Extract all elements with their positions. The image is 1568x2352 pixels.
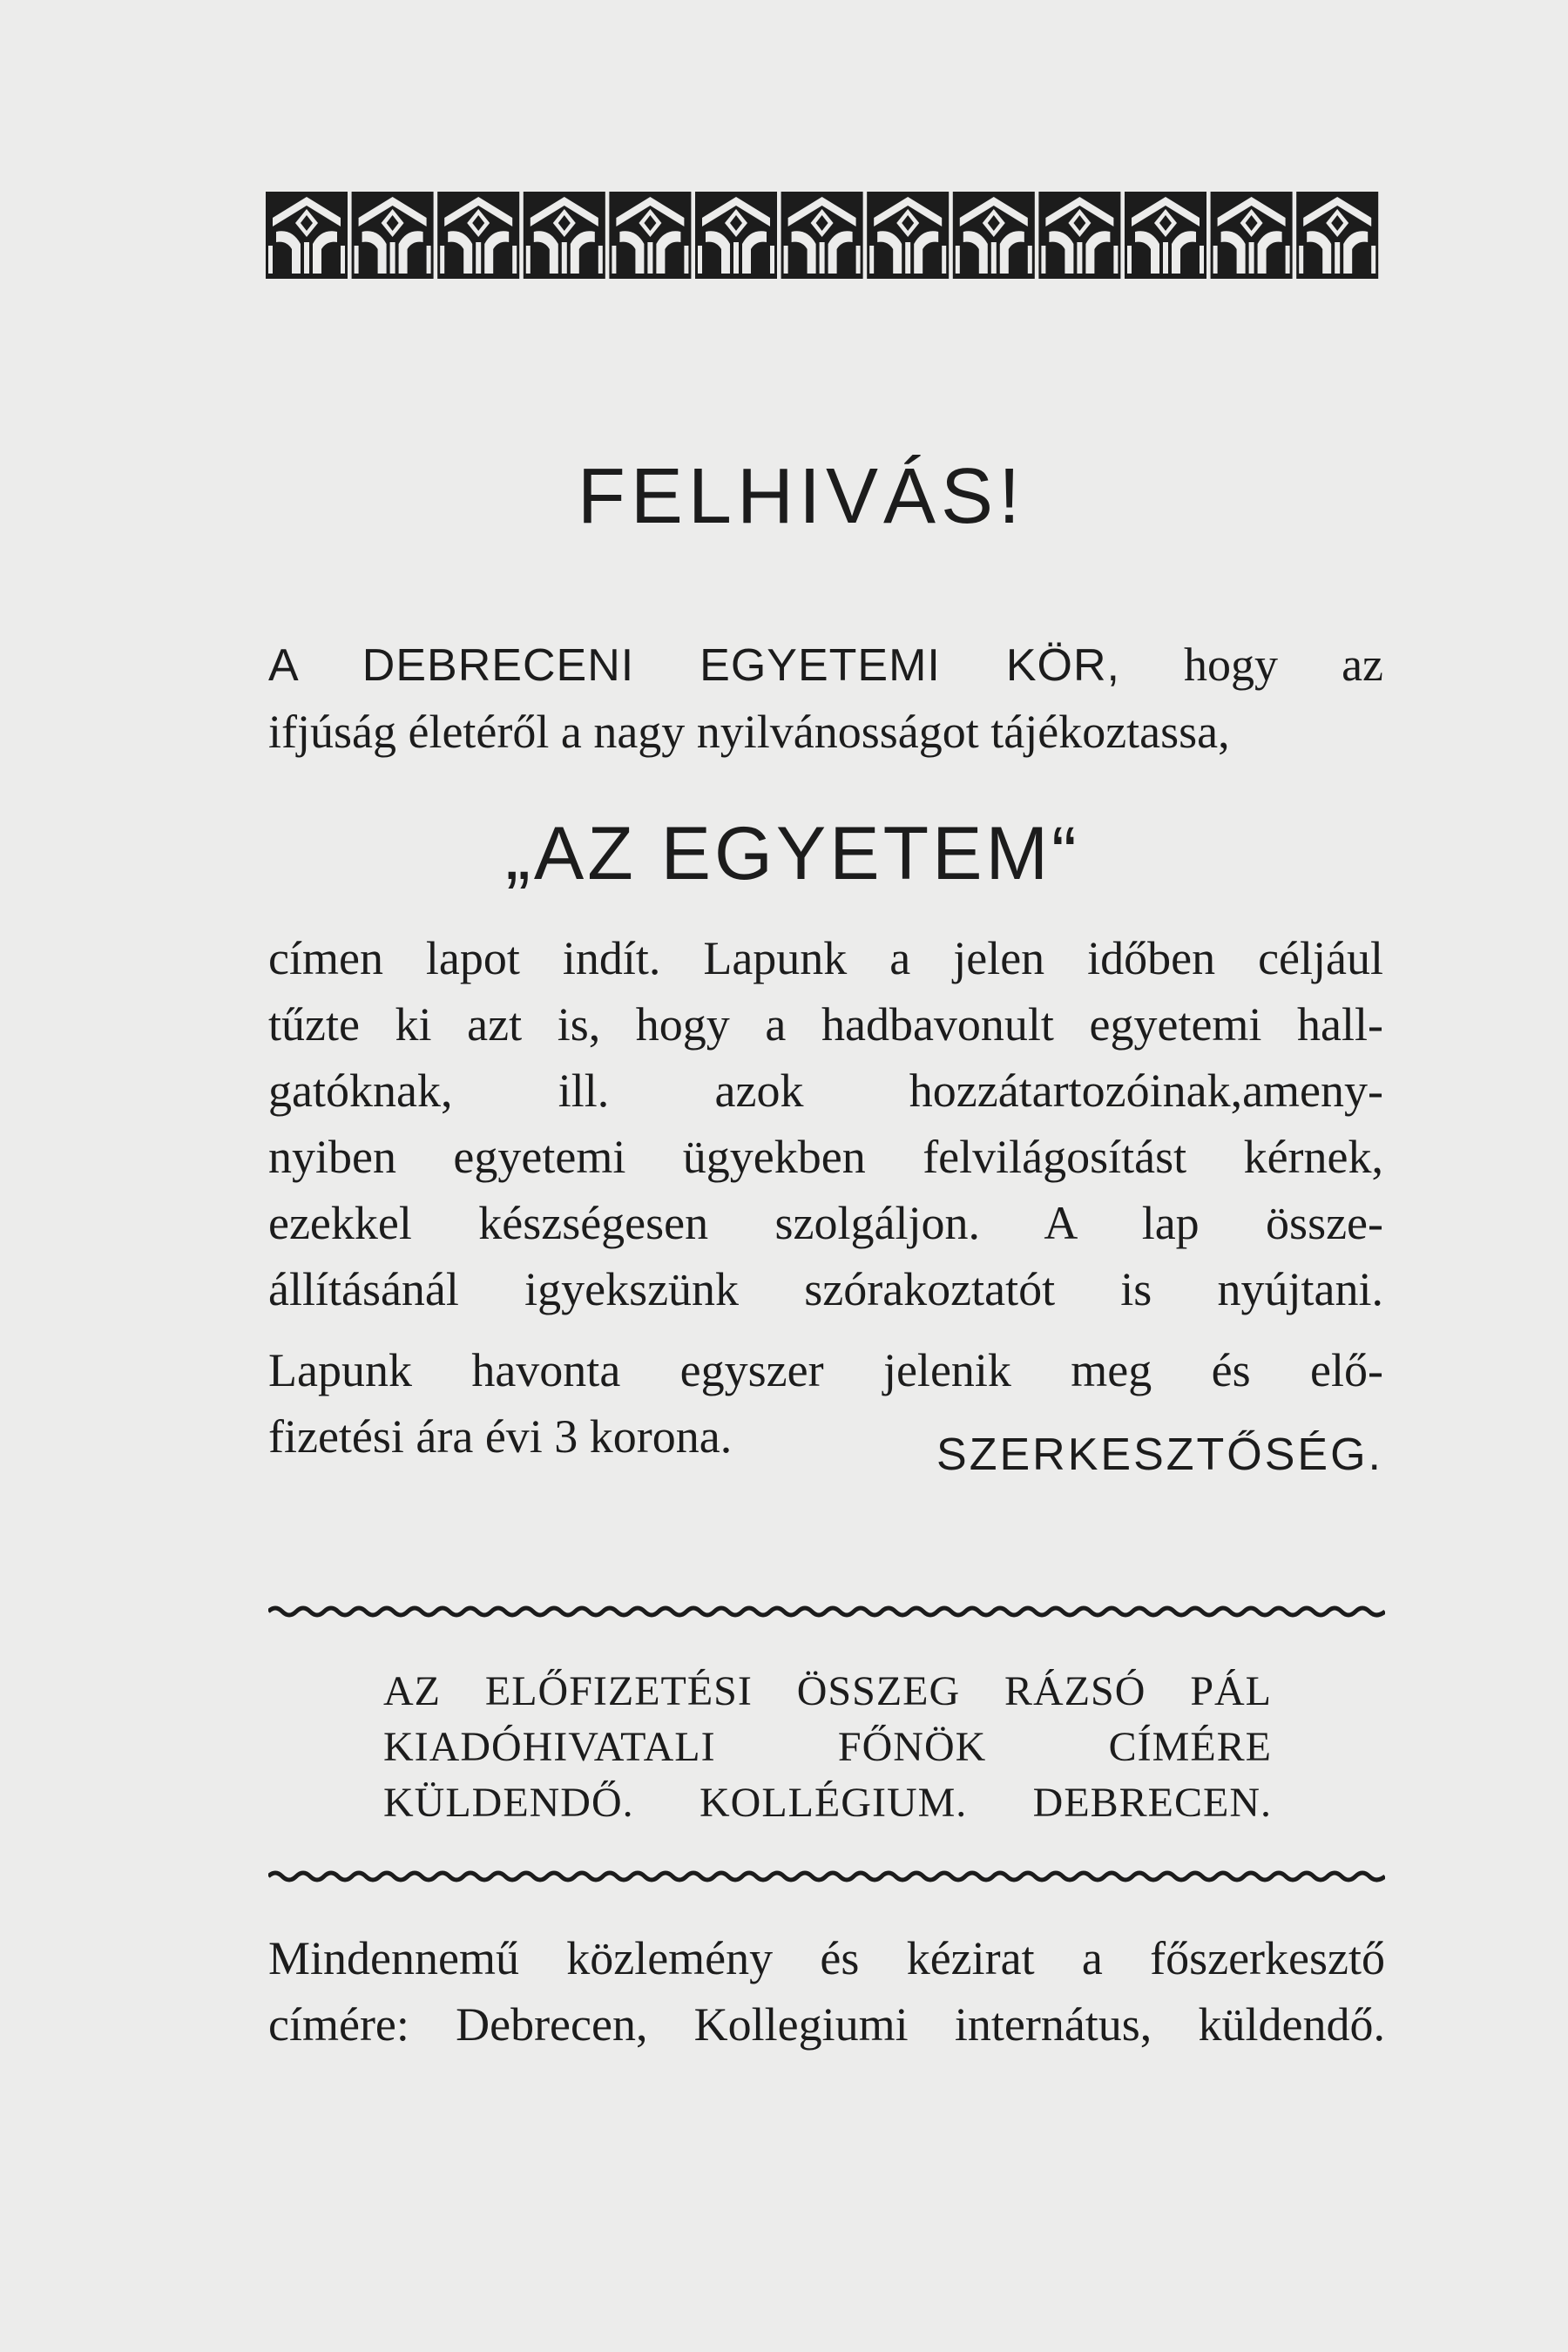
notice-line: KÜLDENDŐ. KOLLÉGIUM. DEBRECEN. [383,1780,1272,1826]
notice-line: AZ ELŐFIZETÉSI ÖSSZEG RÁZSÓ PÁL [383,1668,1272,1714]
editorial-signature: SZERKESZTŐSÉG. [936,1429,1383,1480]
subscription-line-2: fizetési ára évi 3 korona. [268,1410,733,1463]
newspaper-name: „AZ EGYETEM“ [505,812,1080,896]
intro-line-1-rest: hogy az [1120,639,1384,691]
wavy-divider-icon [268,1601,1385,1622]
subscription-notice [383,1664,1272,1831]
body-line: állításánál igyekszünk szórakoztatót is nyújtani. [268,1263,1383,1315]
society-name: A DEBRECENI EGYETEMI KÖR, [268,640,1120,691]
wavy-divider-icon [268,1866,1385,1887]
intro-paragraph [268,632,1383,765]
body-line: tűzte ki azt is, hogy a hadbavonult egyetemi hall- [268,998,1383,1051]
page-title: FELHIVÁS! [577,453,1026,540]
body-paragraph [268,925,1383,1322]
body-line: címen lapot indít. Lapunk a jelen időben céljául [268,932,1383,984]
body-line: nyiben egyetemi ügyekben felvilágosítást kérnek, [268,1131,1383,1183]
body-line: ezekkel készségesen szolgáljon. A lap össze- [268,1197,1383,1249]
intro-line-1 [268,632,1383,699]
intro-line-2: ifjúság életéről a nagy nyilvánosságot tájékoztassa, [268,706,1230,758]
footer-paragraph [268,1925,1385,2058]
footer-line-2: címére: Debrecen, Kollegiumi internátus, küldendő. [268,1998,1385,2051]
subscription-line-1: Lapunk havonta egyszer jelenik meg és elő- [268,1344,1383,1396]
art-nouveau-border-ornament-icon [266,192,1382,279]
footer-line-1: Mindennemű közlemény és kézirat a főszerkesztő [268,1932,1385,1984]
body-line: gatóknak, ill. azok hozzátartozóinak,ameny- [268,1064,1383,1117]
notice-line: KIADÓHIVATALI FŐNÖK CÍMÉRE [383,1724,1272,1770]
